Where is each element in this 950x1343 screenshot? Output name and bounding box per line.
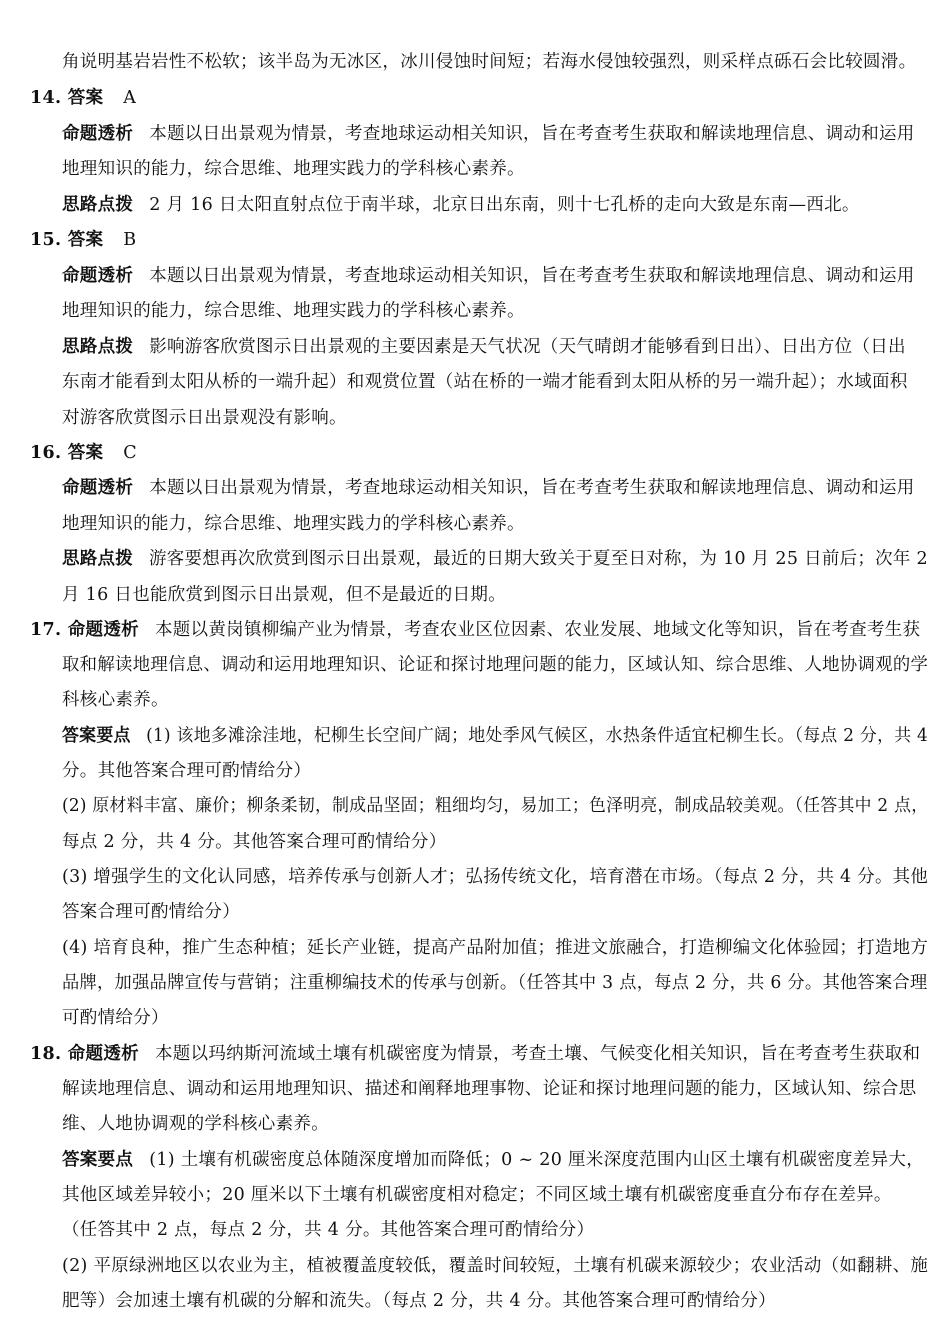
q16-answer-value: C — [123, 443, 137, 463]
q18-analysis-line-1 — [30, 1044, 920, 1064]
q17-analysis-text: 本题以黄岗镇柳编产业为情景，考查农业区位因素、农业发展、地域文化等知识，旨在考查考生获 — [154, 620, 921, 640]
q15-hint-line-3: 对游客欣赏图示日出景观没有影响。 — [62, 408, 347, 428]
q17-points-line-4: 每点 2 分，共 4 分。其他答案合理可酌情给分） — [62, 832, 447, 852]
q18-points-line-1 — [62, 1150, 924, 1170]
q15-heading — [30, 230, 136, 250]
q16-hint-label: 思路点拨 — [62, 549, 134, 569]
q17-point-1: (1) 该地多滩涂洼地，杞柳生长空间广阔；地处季风气候区，水热条件适宜杞柳生长。（每点 2 分，共 4 — [146, 726, 929, 746]
q17-points-line-5: (3) 增强学生的文化认同感，培养传承与创新人才；弘扬传统文化，培育潜在市场。（每点 2 分，共 4 分。其他 — [62, 867, 929, 887]
q16-hint-line-2: 月 16 日也能欣赏到图示日出景观，但不是最近的日期。 — [62, 585, 506, 605]
q18-point-1: (1) 土壤有机碳密度总体随深度增加而降低；0 ~ 20 厘米深度范围内山区土壤有机碳密度差异大， — [149, 1150, 925, 1170]
q18-points-line-3: （任答其中 2 点，每点 2 分，共 4 分。其他答案合理可酌情给分） — [62, 1220, 595, 1240]
q17-heading: 17. 命题透析 — [30, 620, 139, 640]
q18-points-label: 答案要点 — [62, 1150, 134, 1170]
q17-points-line-9: 可酌情给分） — [62, 1008, 169, 1028]
q18-analysis-text: 本题以玛纳斯河流域土壤有机碳密度为情景，考查土壤、气候变化相关知识，旨在考查考生获取和 — [154, 1044, 921, 1064]
q17-analysis-line-2: 取和解读地理信息、调动和运用地理知识、论证和探讨地理问题的能力，区域认知、综合思维、人地协调观的学 — [62, 655, 929, 675]
q14-answer-value: A — [123, 88, 137, 108]
q16-hint-line-1 — [62, 549, 928, 569]
q15-hint-line-1 — [62, 337, 906, 357]
q17-points-line-6: 答案合理可酌情给分） — [62, 902, 240, 922]
q17-points-line-1 — [62, 726, 928, 746]
q16-hint-text: 游客要想再次欣赏到图示日出景观，最近的日期大致关于夏至日对称，为 10 月 25 日前后；次年 2 — [149, 549, 928, 569]
q18-analysis-line-3: 维、人地协调观的学科核心素养。 — [62, 1114, 329, 1134]
q16-analysis-label: 命题透析 — [62, 478, 134, 498]
q15-answer-label: 15. 答案 — [30, 230, 104, 250]
q16-heading — [30, 443, 137, 463]
q15-analysis-line-2: 地理知识的能力，综合思维、地理实践力的学科核心素养。 — [62, 301, 525, 321]
q17-points-line-2: 分。其他答案合理可酌情给分） — [62, 761, 312, 781]
q14-hint-label: 思路点拨 — [62, 195, 134, 215]
q15-hint-line-2: 东南才能看到太阳从桥的一端升起）和观赏位置（站在桥的一端才能看到太阳从桥的另一端升起）；水域面积 — [62, 372, 908, 392]
q17-analysis-line-3: 科核心素养。 — [62, 690, 169, 710]
q15-analysis-line-1 — [62, 266, 915, 286]
q15-hint-label: 思路点拨 — [62, 337, 134, 357]
q15-answer-value: B — [123, 230, 137, 250]
q14-analysis-line-2: 地理知识的能力，综合思维、地理实践力的学科核心素养。 — [62, 159, 525, 179]
q17-points-line-8: 品牌，加强品牌宣传与营销；注重柳编技术的传承与创新。（任答其中 3 点，每点 2 分，共 6 分。其他答案合理 — [62, 973, 928, 993]
q14-analysis-line-1 — [62, 124, 915, 144]
q18-points-line-2: 其他区域差异较小；20 厘米以下土壤有机碳密度相对稳定；不同区域土壤有机碳密度垂直分布存在差异。 — [62, 1185, 892, 1205]
q18-points-line-4: (2) 平原绿洲地区以农业为主，植被覆盖度较低，覆盖时间较短，土壤有机碳来源较少；农业活动（如翻耕、施 — [62, 1256, 929, 1276]
q18-heading: 18. 命题透析 — [30, 1044, 139, 1064]
q14-analysis-label: 命题透析 — [62, 124, 134, 144]
q14-answer-label: 14. 答案 — [30, 88, 104, 108]
q14-analysis-text: 本题以日出景观为情景，考查地球运动相关知识，旨在考查考生获取和解读地理信息、调动和运用 — [149, 124, 915, 144]
q14-heading — [30, 88, 136, 108]
q17-analysis-line-1 — [30, 620, 920, 640]
q16-answer-label: 16. 答案 — [30, 443, 104, 463]
q17-points-label: 答案要点 — [62, 726, 131, 746]
q15-analysis-label: 命题透析 — [62, 266, 134, 286]
q18-points-line-5: 肥等）会加速土壤有机碳的分解和流失。（每点 2 分，共 4 分。其他答案合理可酌情给分） — [62, 1291, 776, 1311]
q15-analysis-text: 本题以日出景观为情景，考查地球运动相关知识，旨在考查考生获取和解读地理信息、调动和运用 — [149, 266, 915, 286]
continuation-line: 角说明基岩岩性不松软；该半岛为无冰区，冰川侵蚀时间短；若海水侵蚀较强烈，则采样点砾石会比较圆滑。 — [62, 52, 917, 72]
q16-analysis-line-1 — [62, 478, 915, 498]
q18-analysis-line-2: 解读地理信息、调动和运用地理知识、描述和阐释地理事物、论证和探讨地理问题的能力，区域认知、综合思 — [62, 1079, 917, 1099]
q16-analysis-text: 本题以日出景观为情景，考查地球运动相关知识，旨在考查考生获取和解读地理信息、调动和运用 — [149, 478, 915, 498]
q16-analysis-line-2: 地理知识的能力，综合思维、地理实践力的学科核心素养。 — [62, 514, 525, 534]
q17-points-line-3: (2) 原材料丰富、廉价；柳条柔韧，制成品坚固；粗细均匀，易加工；色泽明亮，制成品较美观。（任答其中 2 点， — [62, 796, 929, 816]
q17-points-line-7: (4) 培育良种，推广生态种植；延长产业链，提高产品附加值；推进文旅融合，打造柳编文化体验园；打造地方 — [62, 938, 929, 958]
q14-hint-line-1 — [62, 195, 860, 215]
q15-hint-text: 影响游客欣赏图示日出景观的主要因素是天气状况（天气晴朗才能够看到日出）、日出方位（日出 — [149, 337, 906, 357]
q14-hint-text: 2 月 16 日太阳直射点位于南半球，北京日出东南，则十七孔桥的走向大致是东南—西北。 — [149, 195, 860, 215]
